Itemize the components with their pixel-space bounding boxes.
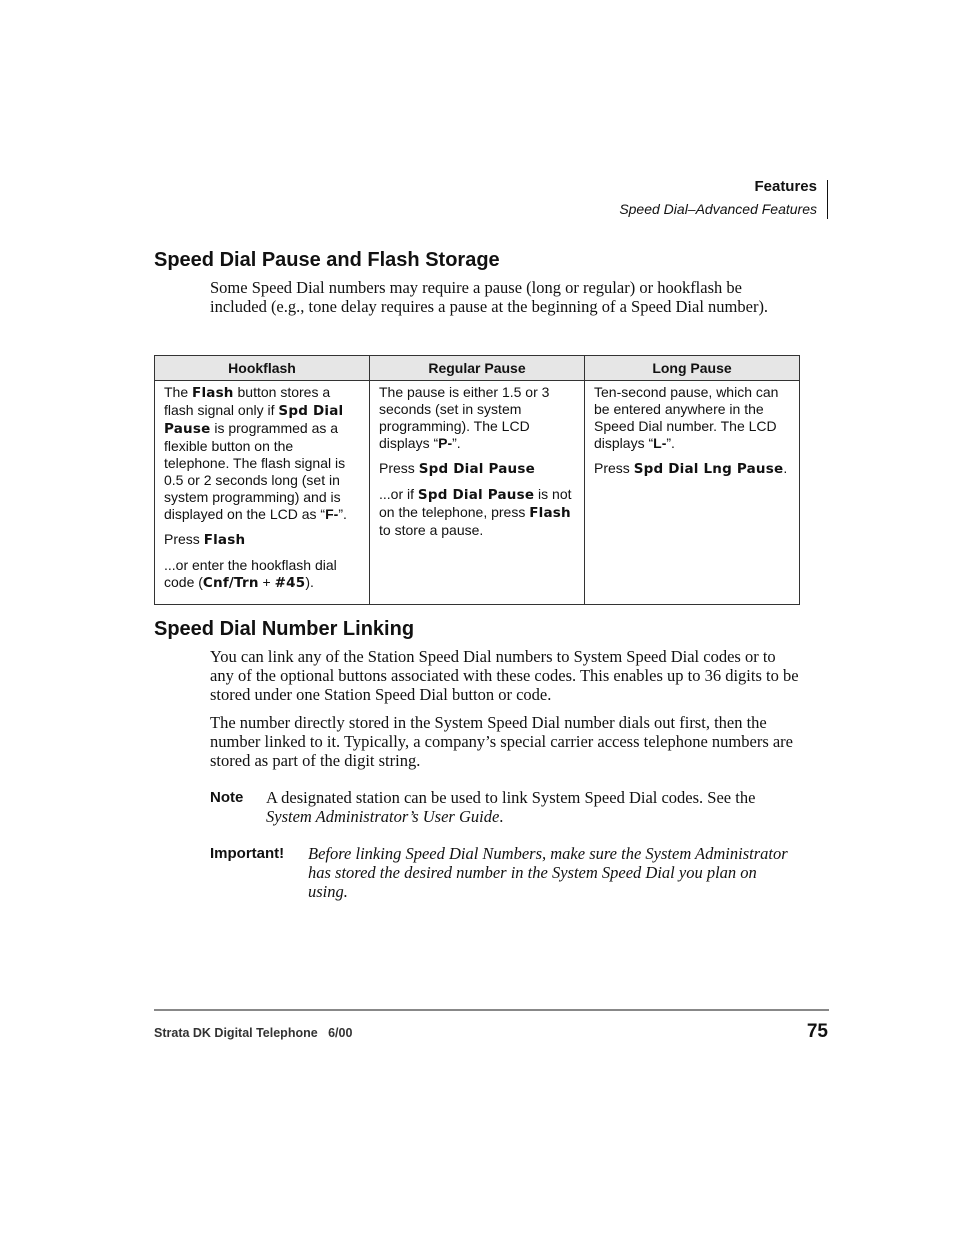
page-number: 75 [806, 1021, 828, 1042]
table-header-row [155, 356, 800, 381]
regular-pause-press-instruction: Press Spd Dial Pause [379, 460, 535, 477]
header-divider [827, 180, 828, 219]
cnf-trn-button-label: Cnf/Trn [202, 575, 259, 591]
section-heading-number-linking: Speed Dial Number Linking [154, 618, 415, 640]
lcd-code-p: P- [438, 435, 453, 451]
note-label: Note [210, 789, 244, 806]
long-pause-press-instruction: Press Spd Dial Lng Pause. [594, 460, 788, 477]
column-header-hookflash: Hookflash [155, 356, 370, 381]
column-header-regular-pause: Regular Pause [370, 356, 585, 381]
spd-dial-pause-button-label: Spd Dial Pause [164, 403, 344, 437]
cell-long-pause [585, 381, 800, 605]
admin-guide-reference: System Administrator’s User Guide [266, 807, 500, 826]
header-subsection-title: Speed Dial–Advanced Features [619, 201, 817, 217]
cell-hookflash [155, 381, 370, 605]
hookflash-description: The Flash button stores a flash signal only if Spd Dial Pause is programmed as a flexible button on the telephone. The flash signal is 0.5 or 2 seconds long (set in system programming) and is displayed on the LCD as “F-”. [164, 384, 347, 522]
note-text: A designated station can be used to link System Speed Dial codes. See the System Administrator’s User Guide. [266, 788, 756, 826]
important-text: Before linking Speed Dial Numbers, make sure the System Administrator has stored the desired number in the System Speed Dial you plan on using. [308, 844, 788, 901]
spd-dial-pause-button-label: Spd Dial Pause [418, 461, 535, 477]
important-label: Important! [210, 845, 285, 862]
lcd-code-l: L- [653, 435, 667, 451]
dial-code-label: #45 [274, 575, 306, 591]
flash-button-label: Flash [192, 385, 234, 401]
spd-dial-lng-pause-button-label: Spd Dial Lng Pause [633, 461, 784, 477]
flash-button-label: Flash [203, 532, 246, 548]
flash-button-label: Flash [529, 505, 571, 521]
regular-pause-alt-instruction: ...or if Spd Dial Pause is not on the telephone, press Flash to store a pause. [379, 486, 572, 538]
cell-regular-pause [370, 381, 585, 605]
footer-document-title: Strata DK Digital Telephone 6/00 [154, 1026, 353, 1040]
linking-paragraph-2: The number directly stored in the System Speed Dial number dials out first, then the number linked to it. Typically, a company’s special carrier access telephone numbers are stored as part of the digit string. [210, 713, 794, 770]
table-row [155, 381, 800, 605]
spd-dial-pause-button-label: Spd Dial Pause [417, 487, 535, 503]
running-header [619, 178, 817, 218]
column-header-long-pause: Long Pause [585, 356, 800, 381]
section-intro-paragraph: Some Speed Dial numbers may require a pause (long or regular) or hookflash be included (e.g., tone delay requires a pause at the beginning of a Speed Dial number). [210, 278, 769, 316]
footer-divider [154, 1009, 829, 1011]
lcd-code-f: F- [325, 506, 339, 522]
header-section-title: Features [754, 178, 817, 195]
section-heading-pause-flash: Speed Dial Pause and Flash Storage [154, 249, 500, 271]
regular-pause-description: The pause is either 1.5 or 3 seconds (set in system programming). The LCD displays “P-”. [379, 384, 550, 451]
linking-paragraph-1: You can link any of the Station Speed Dial numbers to System Speed Dial codes or to any of the optional buttons associated with these codes. This enables up to 36 digits to be stored under one Station Speed Dial button or code. [210, 647, 799, 704]
hookflash-press-instruction: Press Flash [164, 531, 246, 548]
long-pause-description: Ten-second pause, which can be entered anywhere in the Speed Dial number. The LCD displays “L-”. [594, 384, 779, 451]
hookflash-dial-code-instruction: ...or enter the hookflash dial code (Cnf/Trn + #45). [164, 557, 337, 591]
pause-flash-table [154, 355, 800, 605]
